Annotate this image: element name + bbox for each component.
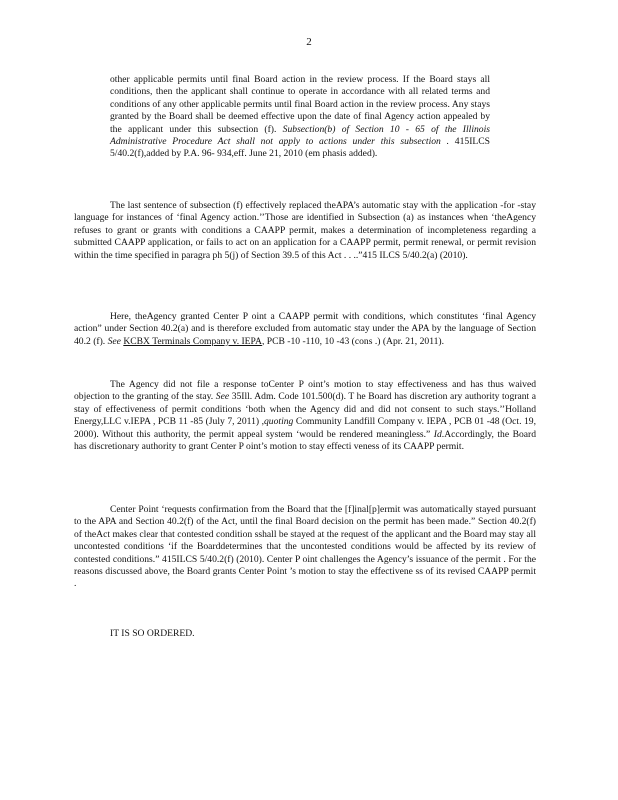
- p2-case-name: KCBX Terminals Company v. IEPA: [123, 335, 262, 347]
- p2-text-a: Here, theAgency granted Center P oint a CAAPP permit with conditions, which constitutes ‘final Agency action” under Section 40.2(a) and is therefore excluded from automatic stay under the APA by the language of Section 40.2 (f).: [74, 311, 536, 347]
- paragraph-final-agency-action: [74, 311, 536, 348]
- quote-italic-text: Subsection(b) of Section 10 - 65 of the Illinois Administrative Procedure Act shall not apply to actions under this subsection .: [110, 123, 490, 148]
- paragraph-subsection-f: The last sentence of subsection (f) effectively replaced theAPA’s automatic stay with the application -for -stay language for instances of ‘final Agency action.’’Those are identified in Subsection (a) as instances when ‘theAgency refuses to grant or grants with conditions a CAAPP permit, makes a determination of incompleteness regarding a submitted CAAPP application, or fails to act on an application for a CAAPP permit, permit renewal, or permit revision within the time specified in paragra ph 5(j) of Section 39.5 of this Act . . ..”415 ILCS 5/40.2(a) (2010).: [74, 200, 536, 261]
- paragraph-order: IT IS SO ORDERED.: [110, 628, 195, 639]
- p2-text-b: , PCB -10 -110, 10 -43 (cons .) (Apr. 21, 2011).: [261, 335, 445, 347]
- p3-text-c: Community Landfill Company v. IEPA , PCB 01 -48 (Oct. 19, 2000). Without this authority, the permit appeal system ‘would be rendered meaningless.”: [74, 416, 536, 440]
- p3-text-a: The Agency did not file a response toCenter P oint’s motion to stay effectiveness and has thus waived objection to the granting of the stay.: [74, 379, 536, 403]
- p3-id-signal: Id: [433, 428, 442, 440]
- p3-quoting-signal: ,quoting: [261, 416, 294, 428]
- p3-see-signal: See: [215, 391, 230, 403]
- block-quote: [110, 74, 490, 161]
- p3-text-d: .Accordingly, the Board has discretionary authority to grant Center P oint’s motion to stay effecti veness of its CAAPP permit.: [74, 428, 537, 453]
- paragraph-agency-response: [74, 379, 536, 453]
- paragraph-center-point-request: Center Point ‘requests confirmation from the Board that the [f]inal[p]ermit was automatically stayed pursuant to the APA and Section 40.2(f) of the Act, until the final Board decision on the permit has been made.” Section 40.2(f) of theAct makes clear that contested condition sshall be stayed at the request of the applicant and the Board may stay all uncontested conditions ‘if the Boarddetermines that the uncontested conditions would be affected by its review of contested conditions.” 415ILCS 5/40.2(f) (2010). Center P oint challenges the Agency’s issuance of the permit . For the reasons discussed above, the Board grants Center Point ’s motion to stay the effectivene ss of its revised CAAPP permit .: [74, 504, 536, 590]
- p2-see-signal: See: [107, 335, 121, 347]
- quote-citation: 415ILCS 5/40.2(f),added by P.A. 96- 934,eff. June 21, 2010 (em phasis added).: [110, 136, 490, 160]
- quote-text: other applicable permits until final Board action in the review process. If the Board stays all conditions, then the applicant shall continue to operate in accordance with all related terms and conditions of any other applicable permits until final Board action in the review process. Any stays granted by the Board shall be deemed effective upon the date of final Agency action appealed by the applicant under this subsection (f).: [110, 74, 490, 135]
- page-number: 2: [306, 36, 312, 48]
- p3-text-b: 35Ill. Adm. Code 101.500(d). T he Board has discretion ary authority togrant a stay of effectiveness of permit conditions ‘both when the Agency did and did not consent to such stays.’’Holland Energy,LLC v.IEPA , PCB 11 -85 (July 7, 2011): [74, 391, 537, 428]
